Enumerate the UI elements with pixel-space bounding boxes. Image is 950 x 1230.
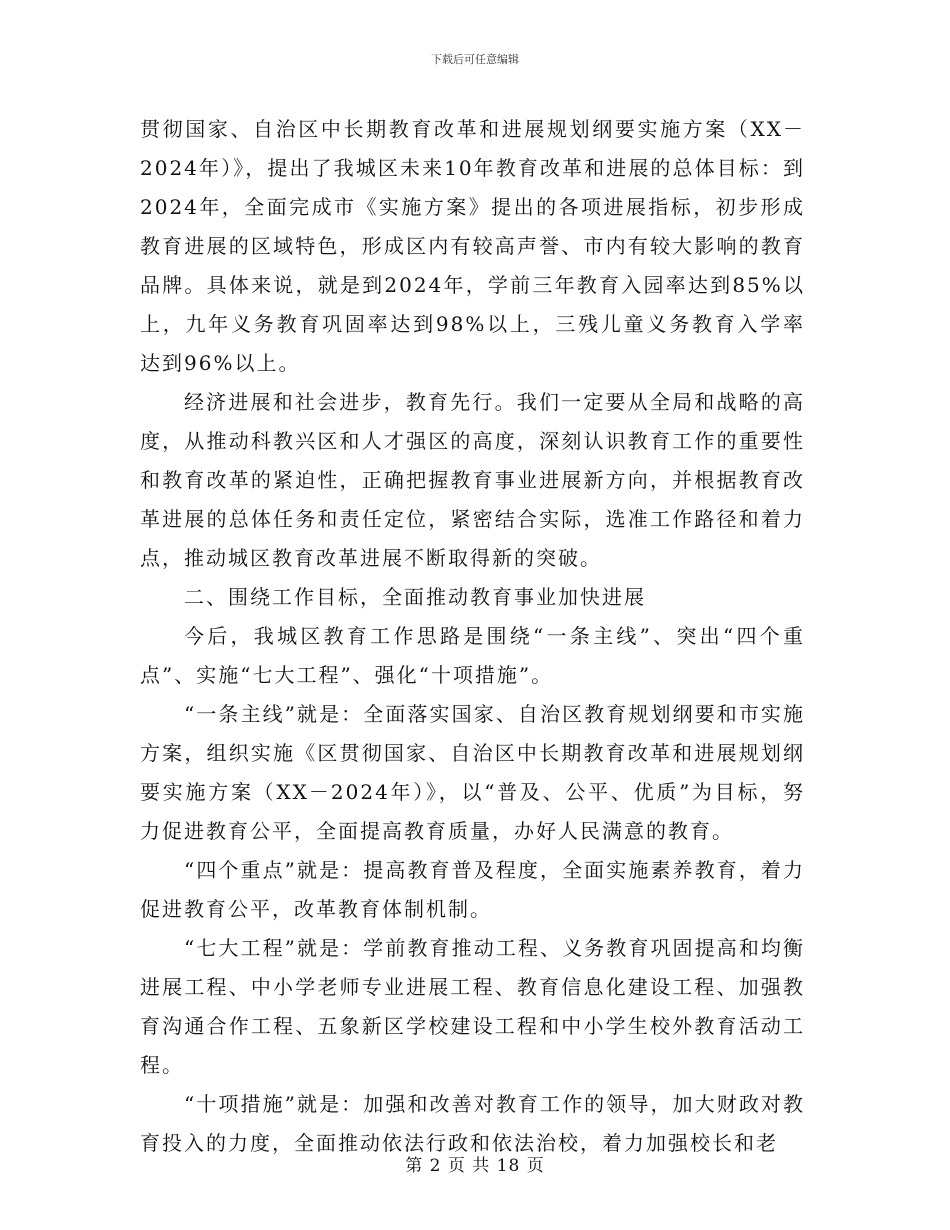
- document-body: [140, 110, 805, 1163]
- paragraph-education-first: 经济进展和社会进步，教育先行。我们一定要从全局和战略的高度，从推动科教兴区和人才强区的高度，深刻认识教育工作的重要性和教育改革的紧迫性，正确把握教育事业进展新方向，并根据教育改革进展的总体任务和责任定位，紧密结合实际，选准工作路径和着力点，推动城区教育改革进展不断取得新的突破。: [140, 390, 805, 570]
- paragraph-work-approach: 今后，我城区教育工作思路是围绕“一条主线”、突出“四个重点”、实施“七大工程”、强化“十项措施”。: [140, 624, 805, 687]
- paragraph-main-line: “一条主线”就是：全面落实国家、自治区教育规划纲要和市实施方案，组织实施《区贯彻国家、自治区中长期教育改革和进展规划纲要实施方案（XX－2024年）》，以“普及、公平、优质”为目标，努力促进教育公平，全面提高教育质量，办好人民满意的教育。: [140, 702, 805, 843]
- paragraph-four-priorities: “四个重点”就是：提高教育普及程度，全面实施素养教育，着力促进教育公平，改革教育体制机制。: [140, 858, 805, 921]
- section-heading: 二、围绕工作目标，全面推动教育事业加快进展: [184, 585, 646, 609]
- page-header: 下载后可任意编辑: [431, 53, 519, 66]
- paragraph-ten-measures: “十项措施”就是：加强和改善对教育工作的领导，加大财政对教育投入的力度，全面推动依法行政和依法治校，着力加强校长和老: [140, 1092, 805, 1155]
- paragraph-seven-projects: “七大工程”就是：学前教育推动工程、义务教育巩固提高和均衡进展工程、中小学老师专业进展工程、教育信息化建设工程、加强教育沟通合作工程、五象新区学校建设工程和中小学生校外教育活动工程。: [140, 936, 805, 1077]
- paragraph-goals: 贯彻国家、自治区中长期教育改革和进展规划纲要实施方案（XX－2024年）》，提出了我城区未来10年教育改革和进展的总体目标：到2024年，全面完成市《实施方案》提出的各项进展指标，初步形成教育进展的区域特色，形成区内有较高声誉、市内有较大影响的教育品牌。具体来说，就是到2024年，学前三年教育入园率达到85%以上，九年义务教育巩固率达到98%以上，三残儿童义务教育入学率达到96%以上。: [140, 117, 805, 375]
- page-number: 第 2 页 共 18 页: [405, 1156, 545, 1176]
